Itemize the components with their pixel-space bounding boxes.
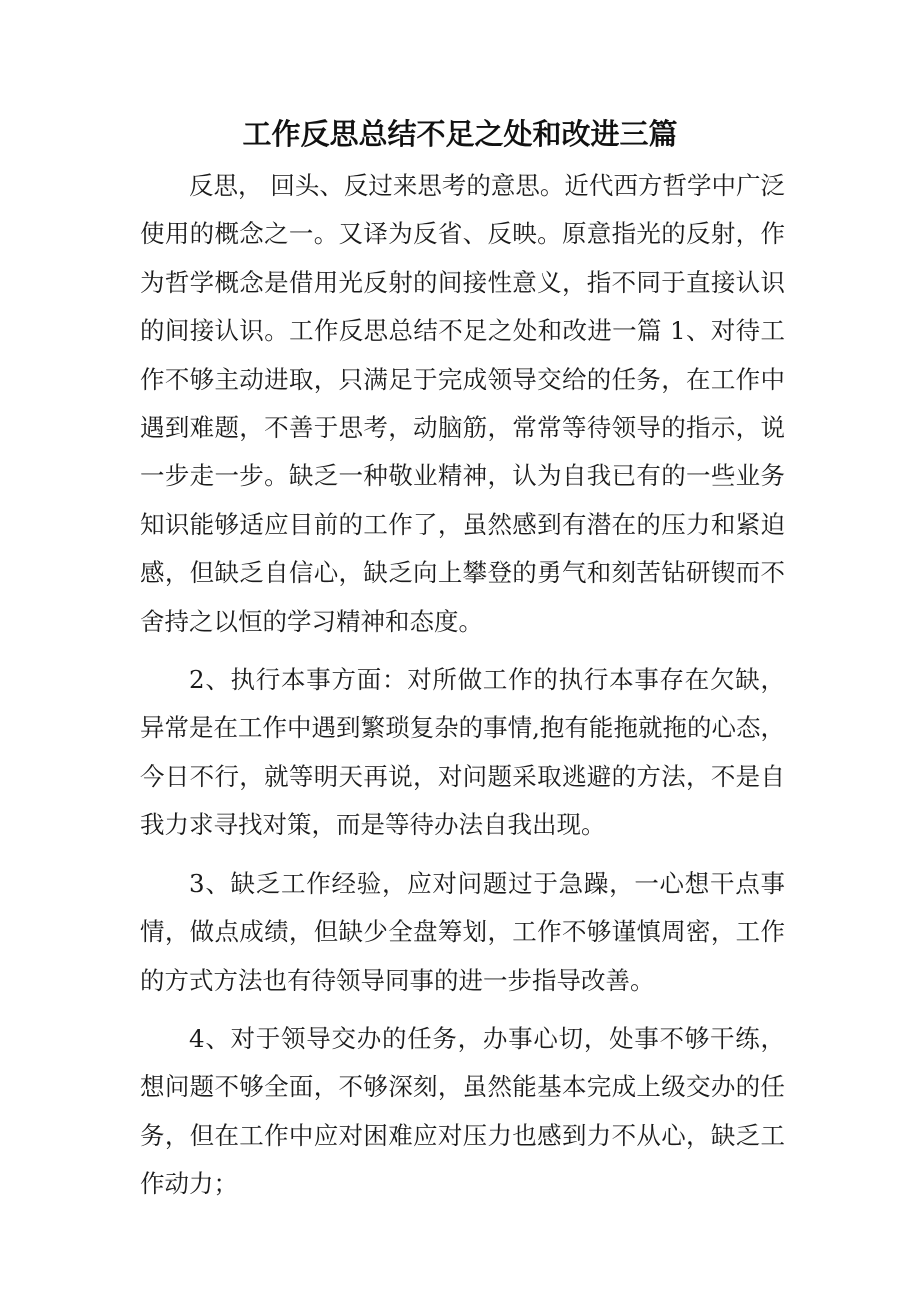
paragraph-4: 4、对于领导交办的任务，办事心切，处事不够干练，想问题不够全面，不够深刻，虽然能基本完成上级交办的任务，但在工作中应对困难应对压力也感到力不从心，缺乏工作动力；	[140, 1023, 785, 1199]
paragraph-1: 反思， 回头、反过来思考的意思。近代西方哲学中广泛使用的概念之一。又译为反省、反映。原意指光的反射，作为哲学概念是借用光反射的间接性意义，指不同于直接认识的间接认识。工作反思总结不足之处和改进一篇 1、对待工作不够主动进取，只满足于完成领导交给的任务，在工作中遇到难题，不善于思考，动脑筋，常常等待领导的指示，说一步走一步。缺乏一种敬业精神，认为自我已有的一些业务知识能够适应目前的工作了，虽然感到有潜在的压力和紧迫感，但缺乏自信心，缺乏向上攀登的勇气和刻苦钻研锲而不舍持之以恒的学习精神和态度。	[140, 171, 785, 636]
paragraph-3: 3、缺乏工作经验，应对问题过于急躁，一心想干点事情，做点成绩，但缺少全盘筹划，工作不够谨慎周密，工作的方式方法也有待领导同事的进一步指导改善。	[140, 868, 785, 995]
document-title: 工作反思总结不足之处和改进三篇	[242, 117, 678, 151]
document-body	[140, 162, 785, 1209]
paragraph-2: 2、执行本事方面：对所做工作的执行本事存在欠缺，异常是在工作中遇到繁琐复杂的事情,抱有能拖就拖的心态，今日不行，就等明天再说，对问题采取逃避的方法，不是自我力求寻找对策，而是等待办法自我出现。	[140, 665, 785, 840]
